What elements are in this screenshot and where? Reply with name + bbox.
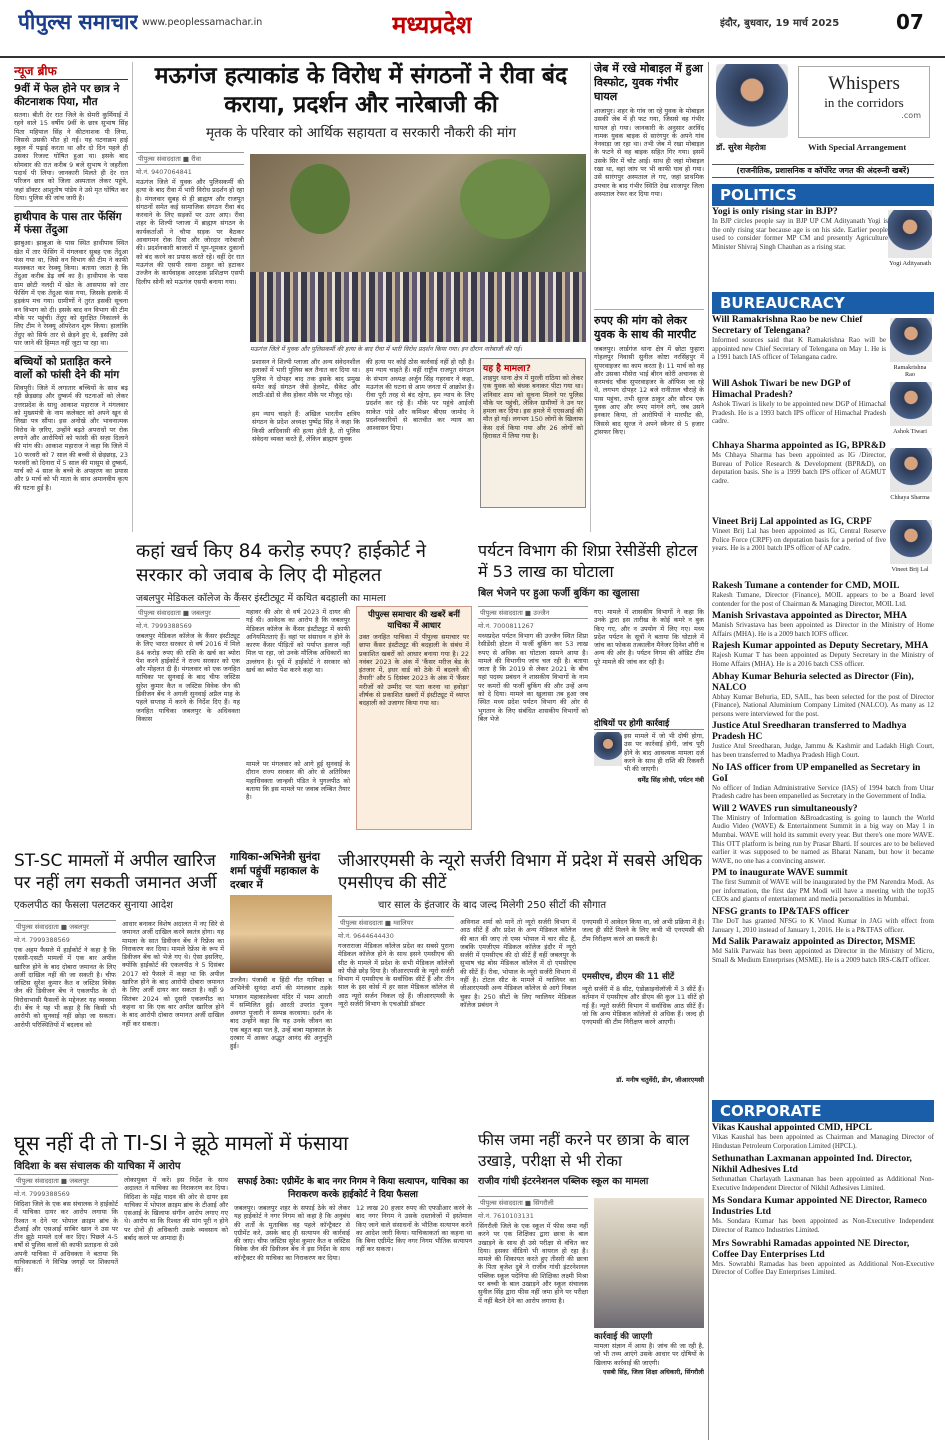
item-title: Sethunathan Laxmanan appointed Ind. Director, Nikhil Adhesives Ltd [712,1153,912,1176]
tourism-deck: बिल भेजने पर हुआ फर्जी बुकिंग का खुलासा [478,588,640,599]
paper-website[interactable]: www.peoplessamachar.in [142,17,263,28]
hc84-mobile: मो.नं. 7999388569 [136,622,192,630]
bureaucracy-item [712,378,934,440]
lead-mobile: मो.नं. 9407064841 [136,168,192,176]
item-text: Mrs. Sowrabhi Ramadas has been appointed as Additional Non-Executive Director of Coffee Day Enterprises Limited. [712,1259,934,1277]
masthead [0,0,945,58]
dateline: इंदौर, बुधवार, 19 मार्च 2025 [720,18,840,29]
item-text: Manish Srivastava has been appointed as Director in the Ministry of Home Affairs (MHA). He is a 2009 batch IOFS officer. [712,621,934,638]
whats-issue-title: यह है मामला? [483,364,531,374]
gmc-deck: चार साल के इंतजार के बाद जल्द मिलेगी 250 सीटों की सौगात [378,900,607,911]
stsc-deck: एकलपीठ का फैसला पलटकर सुनाया आदेश [14,900,173,911]
item-title: Will 2 WAVES run simultaneously? [712,802,858,814]
lead-body-col3: प्रशासन ने शिल्पी प्लाजा और अन्य संवेदनशील इलाकों में भारी पुलिस बल तैनात कर दिया था। पुलिस ने दोपहर बाद तक इसके बाद प्रमुख समेत कई संगठन जैसे हेलमेट, सैकेट और लाठी-डंडों से लैस होकर मौके पर मौजूद रहे। [252,358,360,400]
item-title: Chhaya Sharma appointed as IG, BPR&D [712,440,886,451]
whispers-logo [798,66,930,138]
tourism-body-col2: गए। मामले में शासकीय विभागों ने कहा कि उनके द्वारा इस तारीख के कोई कमरे न बुक किए गए, और न उपयोग में लिए गए। मध्य प्रदेश पर्यटन के सूत्रों ने बताया कि घोटाले में जांच का फोकस तत्कालीन मैनेजर दिनेश शौरी व अन्य की ओर है। पर्यटन निगम की ऑडिट टीम पूरे मामले की जांच कर रही है। [594,608,704,666]
gmc-byline: पीपुल्स संवाददाता ■ ग्वालियर [338,916,454,929]
whispers-tagline: (राजनीतिक, प्रशासनिक व कॉर्पोरेट जगत की अंदरूनी खबरें) [712,164,934,178]
tourism-quote-by: धर्मेंद्र सिंह लोधी, पर्यटन मंत्री [637,776,704,785]
lead-body-col3b: हम न्याय चाहते हैं: अखिल भारतीय क्षत्रिय संगठन के प्रदेश अध्यक्ष पुष्पेंद्र सिंह ने कहा कि किसी आदिवासी की हत्या होती है, तो पुलिस संवेदना व्यक्त करते हैं, लेकिन ब्राह्मण युवक [252,410,360,443]
bureaucracy-item [712,610,934,638]
paper-name: पीपुल्स समाचार [18,10,139,34]
item-text: Ms Chhaya Sharma has been appointed as IG /Director, Bureau of Police Research & Development (BPR&D), on deputation basis. She is a 1999 batch IPS officer of AGMUT cadre. [712,451,886,485]
hc84-body-col2: महावर की ओर से वर्ष 2023 में दायर की गई थी। आवेदक का आरोप है कि जबलपुर मेडिकल कॉलेज के कैंसर इंस्टीट्यूट में काफी अनियमितताएं हैं। वहां पर संसाधन न होने के कारण कैंसर पीड़ितों को पर्याप्त इलाज नहीं मिल पा रहा, जो उनके मौलिक अधिकारों का उल्लंघन है। पूर्व में हाईकोर्ट ने सरकार को खर्च का ब्योरा पेश करने कहा था। [246,608,350,675]
gmc-mobile: मो.नं. 9644644430 [338,932,394,940]
chhaya-sharma-caption: Chhaya Sharma [890,494,930,501]
brief-body: शिवपुरी। जिले में लगातार बच्चियों के साथ बढ़ रही छेड़छाड़ और दुष्कर्म की घटनाओं को लेकर उत्तरप्रदेश के साधु आकाश महाराज ने मंगलवार को मुख्यमंत्री के नाम कलेक्टर को अपने खून से लिखा पत्र सौंपा। इस अनोखे और भावनात्मक विरोध के ज़रिए, उन्होंने बढ़ते अपराधों पर रोक लगाने और आरोपियों को फांसी की सज़ा दिलाने की मांग की। आकाश महाराज ने कहा कि जिले में 10 फरवरी को 7 साल की बच्ची से छेड़छाड़, 23 फरवरी को दिनारा में 5 साल की मासूम से दुष्कर्म, मार्च को 4 साल के बच्चे के अपहरण का प्रयास और 9 मार्च को भी माता के साथ अमानवीय कृत्य की घटना हुई है। [14,384,128,492]
whispers-arrangement: With Special Arrangement [808,142,907,152]
item-text: Rajesh Kumar T has been appointed as Deputy Secretary in the Ministry of Home Affairs (MHA). He is a 2016 batch CSS officer. [712,651,934,668]
story-fees [478,1130,704,1438]
item-text: Vikas Kaushal has been appointed as Chairman and Managing Director of Hindustan Petroleum Corporation Limited (HPCL). [712,1133,934,1150]
cleaning-headline: सफाई ठेका: एग्रीमेंट के बाद नगर निगम ने किया सत्यापन, याचिका का निराकरण करके हाईकोर्ट ने दिया फैसला [237,1177,469,1200]
item-title: Mrs Sowrabhi Ramadas appointed NE Director, Coffee Day Enterprises Ltd [712,1237,910,1260]
item-title: Abhay Kumar Behuria selected as Director (Fin), NALCO [712,670,914,693]
fees-deck: राजीव गांधी इंटरनेशनल पब्लिक स्कूल का मामला [478,1176,649,1187]
editor-photo [716,64,788,138]
brief-body: सतना। बीती देर रात जिले के सेमरी कुर्मियाई में रहने वाले 15 वर्षीय 9वीं के छात्र सुभाष सिंह पिता महिपाल सिंह ने कीटनाशक पी लिया, जिससे उसकी मौत हो गई। यह घटनाक्रम हाई स्कूल में पढ़ाई करता था और दो दिन पहले ही उसका रिजल्ट घोषित हुआ था। इसके बाद सोमवार की रात करीब 9 बजे सुभाष ने जहरीला पदार्थ पी लिया। जानकारी मिलते ही देर रात परिजन छात्र को जिला अस्पताल लेकर पहुंचे, जहां डॉक्टर आशुतोष पांडेय ने उसे मृत घोषित कर दिया। पुलिस की जांच जारी है। [14,111,128,202]
bureaucracy-item [712,314,934,378]
corporate-item [712,1153,934,1192]
item-title: Vikas Kaushal appointed CMD, HPCL [712,1122,872,1133]
lead-deck: मृतक के परिवार को आर्थिक सहायता व सरकारी नौकरी की मांग [205,125,517,141]
lead-photo-caption: मऊगंज जिले में युवक और पुलिसकर्मी की हत्या के बाद रीवा में भारी विरोध प्रदर्शन किया गया। इन दौरान नारेबाजी की गई। [250,346,523,353]
side-story-headline: जेब में रखे मोबाइल में हुआ विस्फोट, युवक गंभीर घायल [594,62,703,103]
story-tourism-scam [478,540,704,840]
gmc-subhead: एमसीएच, डीएम की 11 सीटें [582,972,675,982]
brief-title: बच्चियों को प्रताड़ित करने वालों को फांसी देने की मांग [14,356,120,382]
item-text: Abhay Kumar Behuria, ED, SAIL, has been selected for the post of Director (Finance), National Aluminium Company Limited (NALCO). As many as 12 persons were interviewed for the post. [712,692,934,718]
stsc-headline: ST-SC मामलों में अपील खारिज पर नहीं लग सकती जमानत अर्जी [14,851,217,893]
item-text: The DoT has granted NFSG to K Vinod Kumar in JAG with effect from January 1, 2010 instead of January 1, 2016. He is a P&TFAS officer. [712,917,934,934]
corporate-item [712,1122,934,1150]
cleaning-body-col2: 12 लाख 20 हजार रुपए की एफडीआर करने के बाद नगर निगम ने उसके दस्तावेजों में इस्तेमाल किए जाने वाले संसाधनों के भौतिक सत्यापन करने का आदेश जारी किया। याचिकाकर्ता का कहना था कि बिना एग्रीमेंट किए नगर निगम भौतिक सत्यापन नहीं कर सकता। [356,1204,472,1254]
item-text: Sethunathan Charlayath Laxmanan has been appointed as Additional Non-Executive Independent Director of Nikhil Adhesives Limited. [712,1175,934,1192]
item-text: Vineet Brij Lal has been appointed as IG, Central Reserve Police Force (CRPF) on deputation basis for a period of five years. He is a 2001 batch IPS officer of AP cadre. [712,527,886,553]
brief-item [14,211,128,347]
whispers-logo-line1: Whispers [828,73,900,94]
item-title: Rajesh Kumar appointed as Deputy Secretary, MHA [712,640,929,652]
lead-body-col1: मऊगंज जिले में युवक और पुलिसकर्मी की हत्या के बाद रीवा में भारी विरोध प्रदर्शन हो रहा है। मंगलवार सुबह से ही ब्राह्मण और राजपूत संगठनों समेत कई सामाजिक संगठन रीवा बंद करवाने के लिए सड़कों पर उतर आए। रीवा शहर के शिल्पी प्लाजा में ब्राह्मण संगठन के कार्यकर्ताओं ने चौपा सड़क पर बैठकर आवागमन रोक दिया और जोरदार नारेबाजी की। प्रदर्शनकारी बाजारों में घूम-घूमकर दुकानों को बंद करने का प्रयास करते रहे। वहीं देर रात मऊगंज की एसपी रसना ठाकुर को हटाकर उज्जैन के कार्यवाहक आरक्षक प्रशिक्षण एसपी दिलीप सोनी को मऊगंज एसपी बनाया गया। [136,178,244,286]
bureaucracy-item [712,720,934,759]
story-st-sc-appeal [14,850,224,1118]
hc84-box-body: उक्त जनहित याचिका में पीपुल्स समाचार पर छापा कैंसर इंस्टीट्यूट की बदहाली के संबंध में प्रकाशित खबरों को आधार बनाया गया है। 22 नवंबर 2023 के अंक में 'कैंसर मरीज बेड के इंतजार में, इधर वार्ड को ठेके में बदलने की तैयारी' और 5 दिसंबर 2023 के अंक में 'कैंसर मरीजों को उम्मीद पर पता करना था हवोड़ा' शीर्षक से प्रकाशित खबरों में इंस्टीट्यूट में व्याप्त बदहाली को उजागर किया गया था। [359,633,469,708]
item-title: Rakesh Tumane a contender for CMD, MOIL [712,580,900,591]
hc84-box-title: पीपुल्स समाचार की खबरें बनीं याचिका में आधार [368,609,460,630]
corporate-list [712,1122,934,1440]
side-column [594,62,704,532]
section-title: मध्यप्रदेश [392,11,473,39]
fees-photo-student [594,1198,704,1328]
actress-body: उज्जैन। पंजाबी व हिंदी गीत गायिका व अभिनेत्री सुनंदा शर्मा की मंगलवार तड़के भगवान महाकालेश्वर मंदिर में भस्म आरती में सम्मिलित हुईं। आरती उपरांत पूजन अवगत पुजारी ने सम्पन्न करवाया। दर्शन के बाद उन्होंने कहा कि यह उनके जीवन का एक बहुत बड़ा पल है, उन्हें बाबा महाकाल के दरबार में आकर अद्भुत आनंद की अनुभूति हुई। [230,976,332,1051]
politics-item-text: In BJP circles people say in BJP UP CM Adityanath Yogi is the only rising star because age is on his side. Earlier people used to consider former MP CM and presently Agriculture Minister Shivraj Singh Chauhan as a rising star. [712,217,888,251]
lead-byline: पीपुल्स संवाददाता ■ रीवा [136,152,244,165]
bureaucracy-item [712,671,934,719]
hc84-body-col2b: मामले पर मंगलवार को आगे हुई सुनवाई के दौरान राज्य सरकार की ओर से अतिरिक्त महाधिवक्ता जान्हवी पंडित ने युगलपीठ को बताया कि इस मामले पर जवाब लम्बित तैयार है। [246,760,350,802]
brief-body: झाबुआ। झाबुआ के पास स्थित हाथीपाव स्थित खेत में तार फेंसिंग में मंगलवार सुबह एक तेंदुआ फंस गया था, जिसे वन विभाग की टीम ने काफी मशक्कत कर रेस्क्यू किया। बताया जाता है कि तेंदुआ करीब डेढ़ वर्ष का है। हाथीपाव के पास ग्राम छोटी नलदी में खेत के आसपास को तार फेंसिंग में एक तेंदुआ फंस गया, जिसके इलाके में हड़कंप मच गया। ग्रामीणों ने तुरंत इसकी सूचना वन विभाग को दी। इसके बाद वन विभाग की टीम मौके पर पहुंची। तेंदुए को सुरक्षित निकालने के लिए टीम ने रेस्क्यू ऑपरेशन शुरू किया। हालांकि तेंदुए को सिर्फ तार से छेड़ने हुए थे, इसलिए उसे पार जाने की हिम्मत नहीं जुटा पा रहा था। [14,239,128,347]
corporate-item [712,1195,934,1234]
brief-title: हाथीपाव के पास तार फेंसिंग में फंसा तेंदुआ [14,211,122,237]
stsc-byline: पीपुल्स संवाददाता ■ जबलपुर [14,920,116,933]
lead-photo-protest [250,154,586,342]
item-title: Md Salik Parawaiz appointed as Director, MSME [712,936,916,948]
brief-title: 9वीं में फेल होने पर छात्र ने कीटनाशक पिया, मौत [14,83,120,108]
yogi-photo [888,210,932,258]
bribe-body-col2: लोकायुक्त में करें। इस निर्देश के साथ अदालत ने याचिका का निराकरण कर दिया। विदिशा के महेंद्र यादव की ओर से दायर इस याचिका में भोपाल क्राइम ब्रांच के टीआई और एसआई के खिलाफ संगीन आरोप लगाए गए थे। आरोप था कि रिश्वत की मांग पूरी न होने पर दोनों ही अधिकारी उसके व्यवसाय को बर्बाद करने पर आमादा हैं। [124,1176,228,1243]
whispers-header [712,60,934,160]
item-title: PM to inaugurate WAVE summit [712,867,848,879]
bribe-headline: घूस नहीं दी तो TI-SI ने झूठे मामलों में फंसाया [14,1131,349,1155]
item-text: Ms. Sondara Kumar has been appointed as Non-Executive Independent Director of Ramco Industries Limited. [712,1217,934,1234]
bureaucracy-item [712,580,934,608]
item-text: Rakesh Tumane, Director (Finance), MOIL appears to be a Board level contender for the post of Chairman & Managing Director, MOIL Ltd. [712,591,934,608]
gmc-body-col3: एनएमसी में आवेदन किया था, जो अभी प्रक्रिया में है। जल्द ही सीटें मिलने के लिए कभी भी एनएमसी की टीम निरीक्षण करने आ सकती है। [582,918,704,943]
bureaucracy-item [712,936,934,964]
gmc-headline: जीआरएमसी के न्यूरो सर्जरी विभाग में प्रदेश में सबसे अधिक एमसीएच की सीटें [338,851,703,893]
item-title: Will Ramakrishna Rao be new Chief Secretary of Telengana? [712,314,863,336]
fees-byline: पीपुल्स संवाददाता ■ सिंगरौली [478,1196,588,1209]
bureaucracy-item [712,516,934,580]
stsc-body-col2: आधार बनाकर विशेष अदालत में नए सिरे से जमानत अर्जी दाखिल करने स्वतंत्र होगा। यह मामला के सात डिवीजन बेंच ने रिफ्रेंस का निराकरण कर दिया। मामले रेफ्रेंस के रूप में डिवीजन बेंच को भेजे गए थे। ऐसा इसलिए, क्योंकि हाईकोर्ट की एकलपीठ ने 5 दिसंबर 2017 को फैसले में कहा था कि अपील खारिज होने के बाद आरोपी दोबारा जमानत के लिए अर्जी दायर कर सकता है। वहीं 9 सितंबर 2024 को दूसरी एकलपीठ का कहना था कि एक बार अपील खारिज होने के बाद आरोपी दोबारा जमानत अर्जी दाखिल नहीं कर सकता। [122,920,224,1028]
hc84-body-col1: जबलपुर मेडिकल कॉलेज के कैंसर इंस्टीट्यूट के लिए भारत सरकार से वर्ष 2016 में मिले 84 करोड़ रुपए की राशि के खर्च का ब्योरा पेश करने हाईकोर्ट ने राज्य सरकार को एक और मोहलत दी है। मंगलवार को एक जनहित याचिका पर सुनवाई के बाद चीफ जस्टिस सुरेश कुमार कैत व जस्टिस विवेक जैन की डिवीजन बेंच ने अगली सुनवाई अप्रैल माह के पहले सप्ताह में करने के निर्देश दिए हैं। यह जनहित याचिका जबलपुर के अधिवक्ता विकास [136,632,240,723]
fees-body: सिंगरौली जिले के एक स्कूल में फीस जमा नहीं करने पर एक शिक्षिका द्वारा छात्रा के बाल उखाड़ने के साथ ही उसे परीक्षा से वंचित कर दिया। इसका वीडियो भी वायरल हो रहा है। मामले की शिकायत करते हुए तीसरी की छात्रा के पिता बृजेश दुबे ने राजीव गांधी इंटरनेशनल पब्लिक स्कूल पदेनिया की शिक्षिका लक्ष्मी मिश्रा पर बच्ची के बाल उखाड़ने और स्कूल संचालक सुनील सिंह द्वारा फीस नहीं जमा होने पर परीक्षा में नहीं बैठने देने का आरोप लगाया है। [478,1222,588,1305]
hc84-deck: जबलपुर मेडिकल कॉलेज के कैंसर इंस्टीट्यूट में कथित बदहाली का मामला [136,593,386,604]
lead-story [136,62,586,532]
corporate-item [712,1238,934,1277]
bureaucracy-item [712,640,934,668]
politics-header: POLITICS [712,184,934,206]
bureaucracy-list [712,314,934,1084]
tourism-headline: पर्यटन विभाग की शिप्रा रेसीडेंसी होटल में 53 लाख का घोटाला [478,541,698,581]
vineet-brij-lal-caption: Vineet Brij Lal [891,566,929,573]
fees-headline: फीस जमा नहीं करने पर छात्रा के बाल उखाड़े, परीक्षा से भी रोका [478,1131,690,1170]
bureaucracy-item [712,867,934,904]
hc84-headline: कहां खर्च किए 84 करोड़ रुपए? हाईकोर्ट ने सरकार को जवाब के लिए दी मोहलत [136,541,427,586]
politics-item [712,206,934,296]
story-actress-mahakal [230,850,332,1118]
item-text: Informed sources said that K Ramakrishna Rao will be appointed new Chief Secretary of Telengana on May 1. He is a 1991 batch IAS officer of Telangana cadre. [712,336,886,362]
cleaning-body-col1: जबलपुर। जबलपुर शहर के सफाई ठेके को लेकर यह हाईकोर्ट ने नगर निगम को कहा है कि अनुबंध की शर्तों के मुताबिक वह पहले कॉन्ट्रैक्टर से एग्रीमेंट करे, उसके बाद ही सत्यापन की कार्रवाई की जाए। चीफ जस्टिस सुरेश कुमार कैत व जस्टिस विवेक जैन की डिवीजन बेंच ने इस निर्देश के साथ कॉन्ट्रैक्टर की याचिका का निराकरण कर दिया। [234,1204,350,1262]
ashok-tiwari-photo [890,382,932,426]
item-text: The Ministry of Information &Broadcasting is going to launch the World Audio Video (WAVE) & Entertainment Summit in a big way on May 1 in Mumbai. WAVE will hold its summit every year. But there's one more WAVE. This OTT platform is being run by Prasar Bharti. If sources are to be believed earlier it was supposed to be named as Bharat Nanam, but how it became WAVE, no one has a convincing answer. [712,813,934,865]
ramakrishna-caption: Ramakrishna Rao [893,364,927,378]
bribe-deck: विदिशा के बस संचालक की याचिका में आरोप [14,1161,181,1172]
brief-item [14,356,128,492]
item-title: Vineet Brij Lal appointed as IG, CRPF [712,516,872,527]
item-title: No IAS officer from UP empanelled as Secretary in GoI [712,761,921,784]
gmc-body-col3b: न्यूरो सर्जरी में 8 सीट, एंडोक्राइनोलॉजी में 3 सीटें हैं। वर्तमान में एमसीएच और डीएम की कुल 11 सीटें हो गई हैं। न्यूरो सर्जरी विभाग में सर्वाधिक आठ सीटें हैं। जो कि अन्य मेडिकल कॉलेजों से अधिक हैं। जल्द ही एनएमसी की टीम निरीक्षण करने आएगी। [582,985,704,1027]
item-text: No officer of Indian Administrative Service (IAS) of 1994 batch from Uttar Pradesh cadre has been empanelled as Secretary in the Government of India. [712,783,934,801]
item-text: The first Summit of WAVE will be inaugurated by the PM Narendra Modi. As per information, the first day PM Modi will have a meeting with the top35 CEOs and giants of entertainment and media personalities in Mumbai. [712,878,934,904]
corporate-header: CORPORATE [712,1100,934,1122]
actress-photo [230,895,332,973]
whispers-editor: डॉ. सुरेश मेहरोत्रा [716,143,766,152]
bureaucracy-item [712,906,934,934]
bureaucracy-item [712,762,934,801]
story-gmc-neuro [338,850,704,1118]
side-story-body: शाजापुर। शहर के गांव जा रहे युवक के मोबाइल उसकी जेब में ही फट गया, जिससे वह गंभीर घायल हो गया। जानकारी के अनुसार अरविंद नामक युवक बाइक से सारंगपुर के अपने गांव नेनवाड़ा जा रहा था। तभी जेब में रखा मोबाइल के फटने से वह बाइक सहित गिर गया। इसमें उसके सिर में चोट आई। साथ ही जहां मोबाइल रखा था, वहां जांघ पर भी काफी घाव हो गया। उसे सारंगपुर अस्पताल ले गए, जहां प्राथमिक उपचार के बाद गंभीर स्थिति देख शाजापुर जिला अस्पताल रेफर कर दिया गया। [594,107,704,198]
side-story-body: जबलपुर। लार्डगंज थाना क्षेत्र में छोटा फुहारा गोहलपुर निवासी सुनील कोष्टा नरसिंहपुर में सुपरवाइजर का काम करता है। 11 मार्च को वह और उसका मौसेरा भाई बीरन कोरी अचानक से करमचंद चौक सुपरवाइजर के ऑफिस जा रहे थे, लगभग दोपहर 12 बजे रानीताल चौराहे के पास पहुंचा, तभी सुरज ठाकुर और सौरभ एक युवक आए और रुपए मांगने लगे, जब उसने इनकार किया, तो आरोपियों ने मारपीट की, जिससे बाद सूरज ने अपने स्कैनर से 5 हजार ट्रांसफर किए। [594,345,704,436]
ramakrishna-photo [890,318,932,362]
actress-headline: गायिका-अभिनेत्री सुनंदा शर्मा पहुंचीं महाकाल के दरबार में [230,851,320,891]
lead-body-col4: की हत्या पर कोई ठोस कार्रवाई नहीं हो रही है। हम न्याय चाहते हैं। वहीं राष्ट्रीय राजपूत संगठन के संभाग अध्यक्ष अर्जुन सिंह गहरवार ने कहा, मऊगंज की घटना से आम जनता में आक्रोश है। रीवा पूरी तरह से बंद रहेगा, हम न्याय के लिए प्रदर्शन कर रहे हैं। मौके पर पहुंचे आईजी साकेत पांडे और कमिश्नर बीएस जामोद ने प्रदर्शनकारियों से बातचीत कर न्याय का आश्वासन दिया। [366,358,474,433]
side-story-headline: रुपए की मांग को लेकर युवक के साथ की मारपीट [594,314,696,341]
brief-item [14,83,128,202]
gmc-body-col2: अविनाश शर्मा को मानें तो न्यूरो सर्जरी विभाग में आठ सीटें हैं और प्रदेश के अन्य मेडिकल कॉलेज की बात की जाए तो एम्स भोपाल में चार सीट हैं, जबकि एमजीएम मेडिकल कॉलेज इंदौर में न्यूरो सर्जरी में एमसीएच की दो सीटें हैं वहीं जबलपुर के सुभाष चंद्र बोस मेडिकल कॉलेज में दो एमसीएच की सीटें हैं। रीवा, भोपाल के न्यूरो सर्जरी विभाग में नहीं है। टोटल सीट के मामले में ग्वालियर का जीआरएमसी अन्य मेडिकल कॉलेज से आगे निकल चुका है। 250 सीटों के लिए ग्वालियर मेडिकल कॉलेज प्रबंधन ने [460,918,576,1009]
tourism-quote: इस मामले में जो भी दोषी होगा, उस पर कार्रवाई होगी, जांच पूरी होने के बाद आवश्यक मामला दर्ज करने के साथ ही राशि की रिकवरी भी की जाएगी। [624,732,704,774]
vineet-brij-lal-photo [890,520,932,564]
whats-issue-body: शाहपुर थाना क्षेत्र में मुरली राठिया को लेकर एक युवक को बंधक बनाकर पीटा गया था। शनिवार शाम को सूचना मिलने पर पुलिस मौके पर पहुंची, लेकिन ग्रामीणों ने उन पर हमला कर दिया। इस हमले में एएसआई की मौत हो गई। लगभग 150 लोगों के खिलाफ केस दर्ज किया गया और 26 लोगों को हिरासत में लिया गया है। [483,374,583,441]
bureaucracy-header: BUREAUCRACY [712,292,934,314]
tourism-mobile: मो.नं. 7000811267 [478,622,534,630]
chhaya-sharma-photo [890,448,932,492]
news-brief-label: न्यूज ब्रीफ [14,62,128,80]
tourism-byline: पीपुल्स संवाददाता ■ उज्जैन [478,606,588,619]
story-bribe [14,1130,472,1438]
fees-quote-head: कार्रवाई की जाएगी [594,1332,653,1342]
page-number: 07 [896,10,924,34]
hc84-byline: पीपुल्स संवाददाता ■ जबलपुर [136,606,240,619]
tourism-quote-head: दोषियों पर होगी कार्रवाई [594,718,704,730]
news-brief-column [14,62,128,892]
item-text: Md Salik Parwaiz has been appointed as Director in the Ministry of Micro, Small & Medium Enterprises (MSME). He is a 2009 batch IRS-C&IT officer. [712,947,934,964]
item-title: Ms Sondara Kumar appointed NE Director, Rameco Industries Ltd [712,1195,927,1218]
story-hc-84-crore [136,540,472,840]
fees-mobile: मो.नं. 7610103131 [478,1212,534,1220]
hc84-box [356,606,472,830]
tourism-body-col1: मध्यप्रदेश पर्यटन विभाग की उज्जैन स्थित शिप्रा रेसीडेंसी होटल में फर्जी बुकिंग कर 53 लाख रुपए से अधिक का घोटाला सामने आया है। मामले की विभागीय जांच चल रही है। बताया जाता है कि 2019 से लेकर 2021 के बीच यहां पदस्थ प्रबंधन ने शासकीय विभागों के नाम पर कमरों की फर्जी बुकिंग की और उन्हें अन्य को दे दिया। मामले का खुलासा तब हुआ जब स्थित मध्य प्रदेश पर्यटन विभाग की ओर से भुगतान के लिए संबंधित शासकीय विभागों को बिल भेजे [478,632,588,723]
whats-issue-box [480,358,586,508]
bureaucracy-item [712,440,934,516]
gmc-quote-by: डॉ. मनीष चतुर्वेदी, डीन, जीआरएमसी [616,1076,704,1084]
minister-photo [594,732,622,766]
stsc-body-col1: एक अहम फैसले में हाईकोर्ट ने कहा है कि एससी-एसटी मामलों में एक बार अपील खारिज होने के बाद दोबारा जमानत के लिए अर्जी दाखिल नहीं की जा सकती है। चीफ जस्टिस सुरेश कुमार कैत व जस्टिस विवेक जैन की डिवीजन बेंच ने एकलपीठ के दो विरोधाभासी फैसलों के मद्देनजर यह व्यवस्था दी। बेंच ने यह भी कहा है कि किसी भी आरोपी को सुनवाई नहीं छोड़ा जा सकता। आरोपी परिस्थितियों में बदलाव को [14,946,116,1029]
whispers-column [712,60,934,1442]
item-title: Justice Atul Sreedharan transferred to Madhya Pradesh HC [712,720,907,743]
fees-quote: मामला संज्ञान में आया है। जांच की जा रही है, जो भी तथ्य आएंगे उसके आधार पर दोषियों के खिलाफ कार्रवाई की जाएगी। [594,1342,704,1367]
item-title: NFSG grants to IP&TAFS officer [712,906,850,918]
gmc-body-col1: गजराराजा मेडिकल कॉलेज प्रदेश का सबसे पुराना मेडिकल कॉलेज होने के साथ इसने एमसीएच की सीट के मामले में प्रदेश के सभी मेडिकल कॉलेजों को पीछे छोड़ दिया है। जीआरएमसी के न्यूरो सर्जरी विभाग में एमसीएच के सर्वाधिक सीटें हैं और तीन साल के इस कोर्स में हर साल मेडिकल कॉलेज से आठ न्यूरो सर्जन निकल रहे हैं। जीआरएमसी के न्यूरो सर्जरी विभाग के एचओडी डॉक्टर [338,942,454,1009]
fees-quote-by: एसबी सिंह, जिला शिक्षा अधिकारी, सिंगरौली [603,1368,704,1376]
politics-item-title: Yogi is only rising star in BJP? [712,206,838,217]
whispers-logo-line2: in the corridors [824,95,904,110]
bribe-body-col1: विदिशा जिले के एक बस संचालक ने हाईकोर्ट में याचिका दायर कर आरोप लगाया कि रिश्वत न देने पर भोपाल क्राइम ब्रांच के टीआई और एसआई साबिर खान ने उस पर तीन झूठे मामले दर्ज कर दिए। पिछले 4-5 वर्षों से पुलिस वालों की काफी प्रताड़ना से उसे अपनी याचिका में अधिवक्ता ने बताया कि याचिकाकर्ता ने विभिन्न जगहों पर शिकायतें कीं। [14,1200,118,1275]
item-title: Manish Srivastava appointed as Director, MHA [712,610,908,622]
yogi-photo-caption: Yogi Adityanath [889,260,931,267]
stsc-mobile: मो.नं. 7999388569 [14,936,70,944]
ashok-tiwari-caption: Ashok Tiwari [893,428,927,435]
lead-headline: मऊगंज हत्याकांड के विरोध में संगठनों ने रीवा बंद कराया, प्रदर्शन और नारेबाजी की [154,63,568,118]
item-text: Ashok Tiwari is likely to be appointed new DGP of Himachal Pradesh. He is a 1993 batch IPS officer of Himachal Pradesh cadre. [712,400,886,426]
bureaucracy-item [712,803,934,866]
item-title: Will Ashok Tiwari be new DGP of Himachal Pradesh? [712,378,851,400]
bribe-byline: पीपुल्स संवाददाता ■ जबलपुर [14,1174,118,1187]
whispers-logo-suffix: .com [901,111,921,120]
tourism-quote-box [594,718,704,830]
bribe-mobile: मो.नं. 7999388569 [14,1190,70,1198]
item-text: Justice Atul Sreedharan, Judge, Jammu & Kashmir and Ladakh High Court, has been transferred to Madhya Pradesh High Court. [712,742,934,759]
